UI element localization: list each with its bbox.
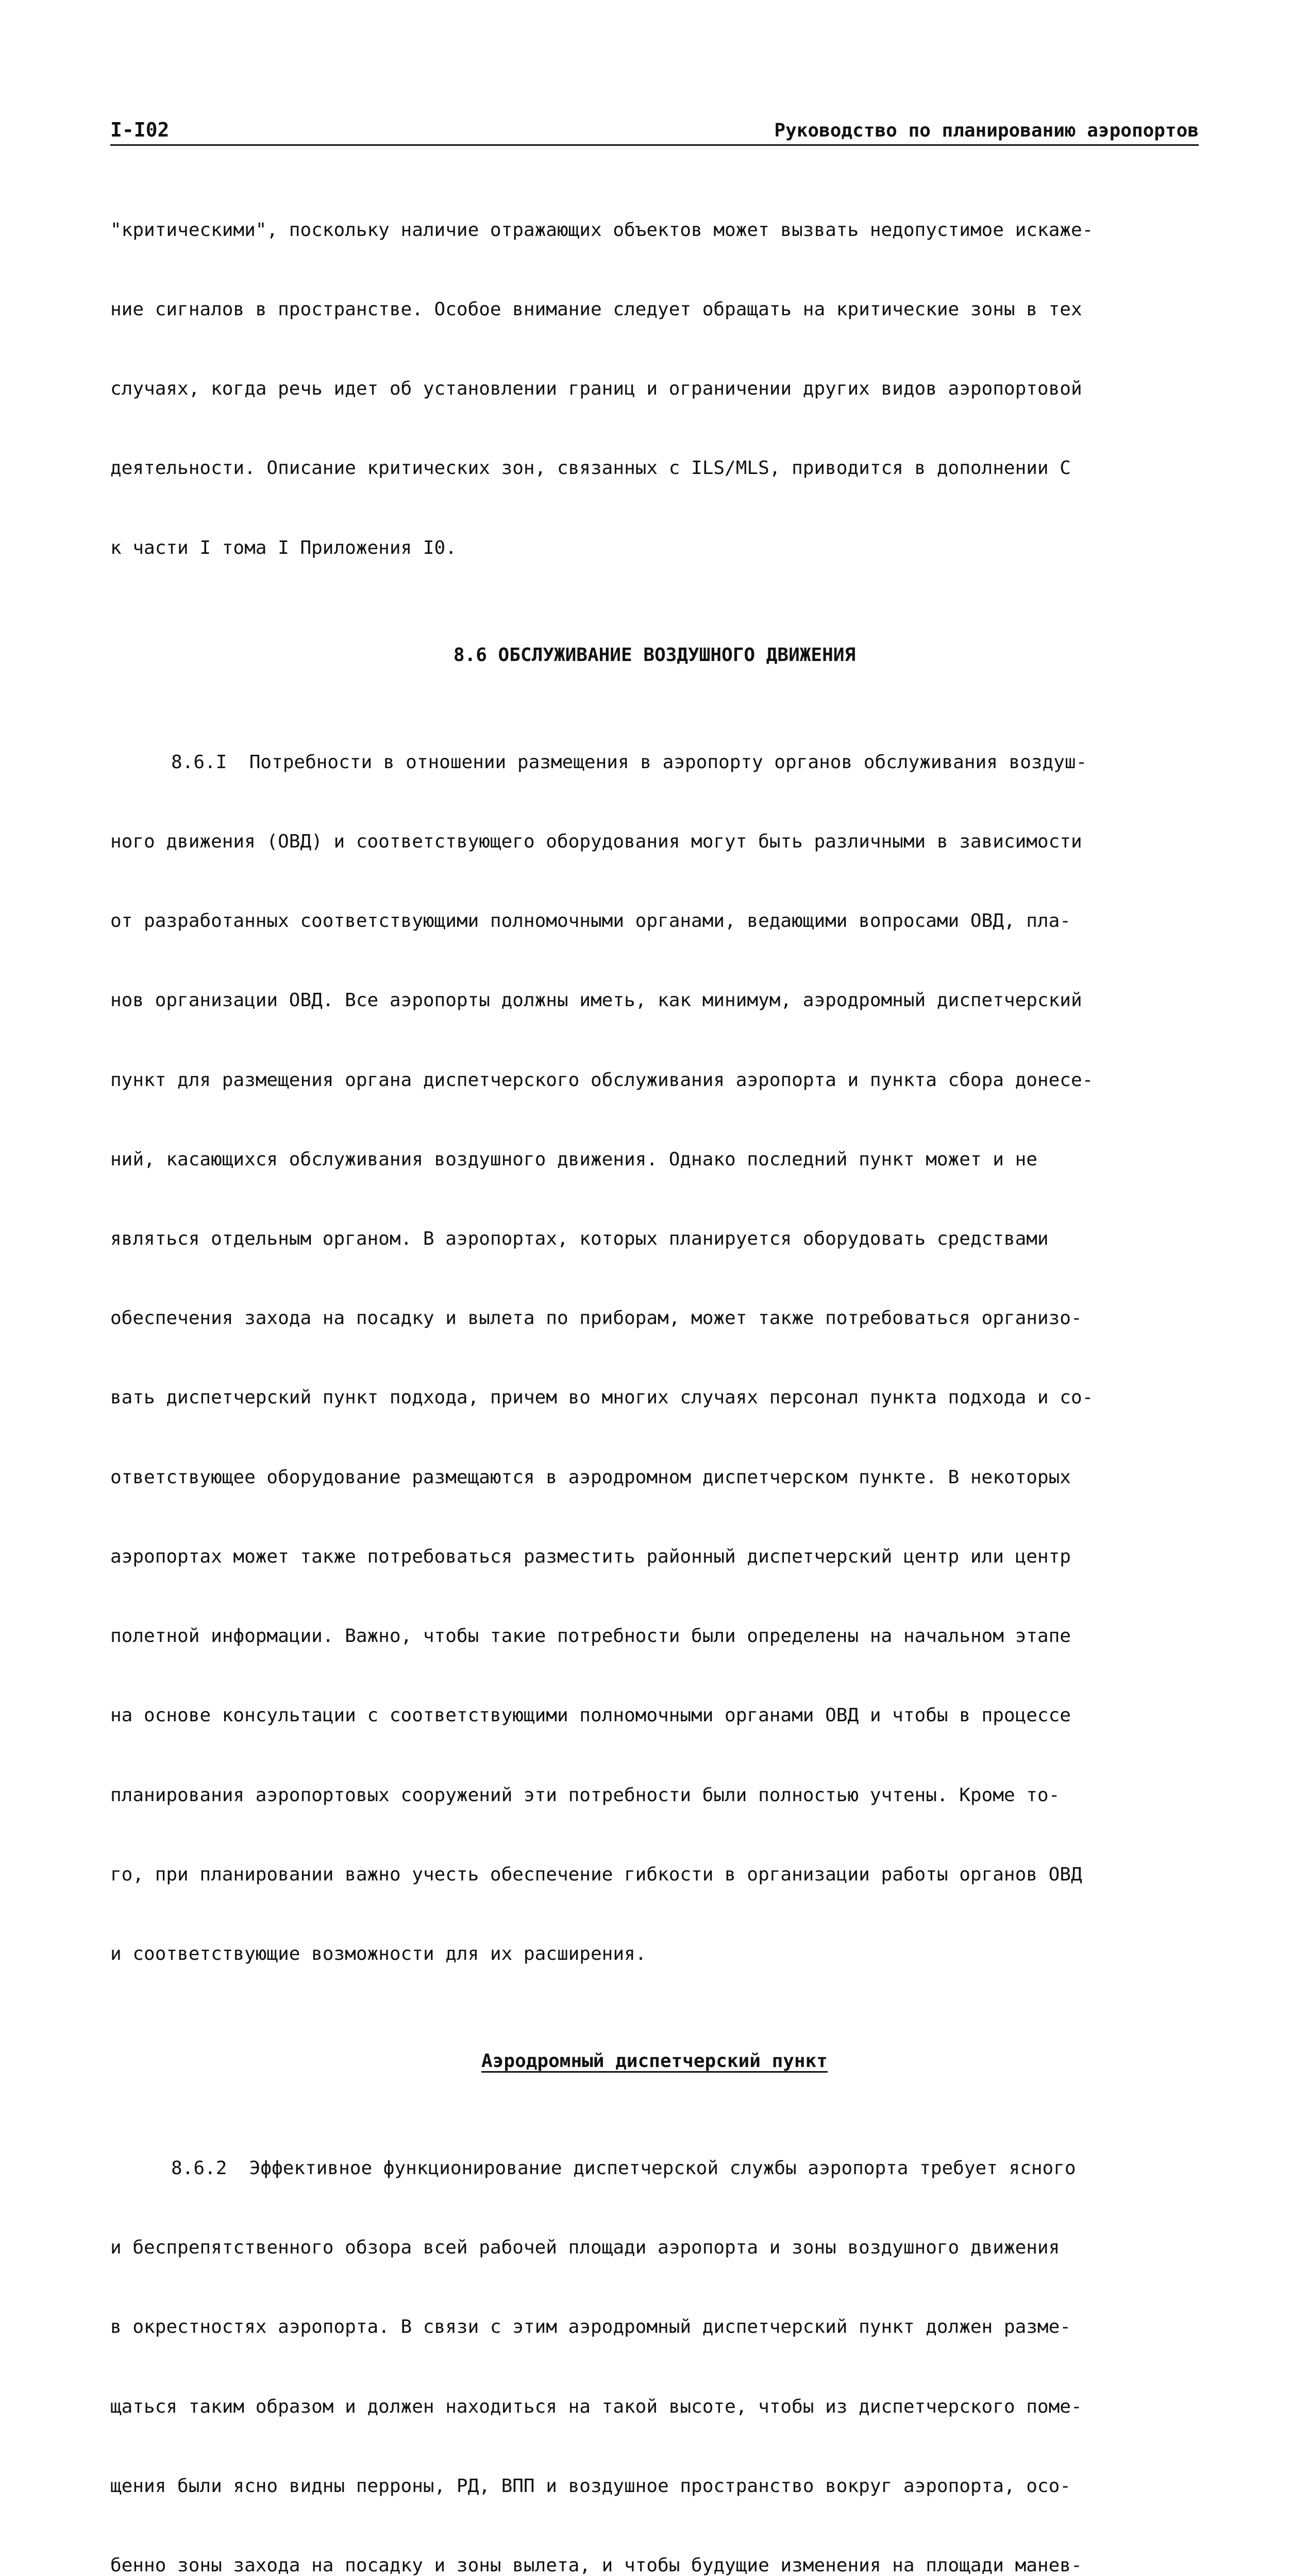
section-title: 8.6 ОБСЛУЖИВАНИЕ ВОЗДУШНОГО ДВИЖЕНИЯ [453, 644, 856, 666]
text-line: нов организации ОВД. Все аэропорты должны иметь, как минимум, аэродромный диспетчерский [110, 990, 1082, 1011]
text-line: щения были ясно видны перроны, РД, ВПП и воздушное пространство вокруг аэропорта, осо- [110, 2475, 1071, 2497]
text-line: планирования аэропортовых сооружений эти потребности были полностью учтены. Кроме то- [110, 1784, 1060, 1806]
text-line: от разработанных соответствующими полномочными органами, ведающими вопросами ОВД, пла- [110, 910, 1071, 932]
text-line: ние сигналов в пространстве. Особое внимание следует обращать на критические зоны в тех [110, 299, 1082, 320]
text-line: вать диспетчерский пункт подхода, причем во многих случаях персонал пункта подхода и со- [110, 1387, 1094, 1409]
text-line: деятельности. Описание критических зон, связанных с ILS/MLS, приводится в дополнении С [110, 457, 1071, 479]
subheading-aerodrome-control-tower [110, 2048, 1199, 2074]
text-line: пункт для размещения органа диспетчерского обслуживания аэропорта и пункта сбора донесе- [110, 1069, 1094, 1091]
paragraph-8-6-1 [110, 696, 1199, 2020]
text-line: ответствующее оборудование размещаются в аэродромном диспетчерском пункте. В некоторых [110, 1466, 1071, 1488]
paragraph-8-6-2 [110, 2102, 1199, 2576]
text-line: ного движения (ОВД) и соответствующего оборудования могут быть различными в зависимости [110, 831, 1082, 852]
text-line: в окрестностях аэропорта. В связи с этим аэродромный диспетчерский пункт должен разме- [110, 2316, 1071, 2338]
text-line: и соответствующие возможности для их расширения. [110, 1943, 647, 1964]
text-line: 8.6.I Потребности в отношении размещения в аэропорту органов обслуживания воздуш- [171, 751, 1087, 773]
page-number: I-I02 [110, 118, 170, 141]
text-line: случаях, когда речь идет об установлении границ и ограничении других видов аэропортовой [110, 378, 1082, 400]
text-line: ний, касающихся обслуживания воздушного движения. Однако последний пункт может и не [110, 1148, 1037, 1170]
text-line: бенно зоны захода на посадку и зоны вылета, и чтобы будущие изменения на площади манев- [110, 2555, 1082, 2576]
page-header [110, 116, 1199, 146]
text-line: являться отдельным органом. В аэропортах, которых планируется оборудовать средствами [110, 1228, 1049, 1250]
text-line: к части I тома I Приложения I0. [110, 537, 457, 558]
subheading-text: Аэродромный диспетчерский пункт [481, 2050, 828, 2072]
text-line: 8.6.2 Эффективное функционирование диспетчерской службы аэропорта требует ясного [171, 2158, 1076, 2179]
text-line: обеспечения захода на посадку и вылета по приборам, может также потребоваться организо- [110, 1308, 1082, 1329]
text-line: аэропортах может также потребоваться разместить районный диспетчерский центр или центр [110, 1546, 1071, 1567]
text-line: на основе консультации с соответствующими полномочными органами ОВД и чтобы в процессе [110, 1705, 1071, 1726]
text-line: го, при планировании важно учесть обеспечение гибкости в организации работы органов ОВД [110, 1863, 1082, 1885]
intro-paragraph [110, 164, 1199, 614]
running-title: Руководство по планированию аэропортов [774, 120, 1199, 141]
text-line: щаться таким образом и должен находиться на такой высоте, чтобы из диспетчерского поме- [110, 2396, 1082, 2417]
text-line: полетной информации. Важно, чтобы такие потребности были определены на начальном этапе [110, 1625, 1071, 1647]
text-line: "критическими", поскольку наличие отражающих объектов может вызвать недопустимое искаже- [110, 219, 1094, 241]
page-body [110, 164, 1199, 2576]
text-line: и беспрепятственного обзора всей рабочей площади аэропорта и зоны воздушного движения [110, 2237, 1060, 2259]
